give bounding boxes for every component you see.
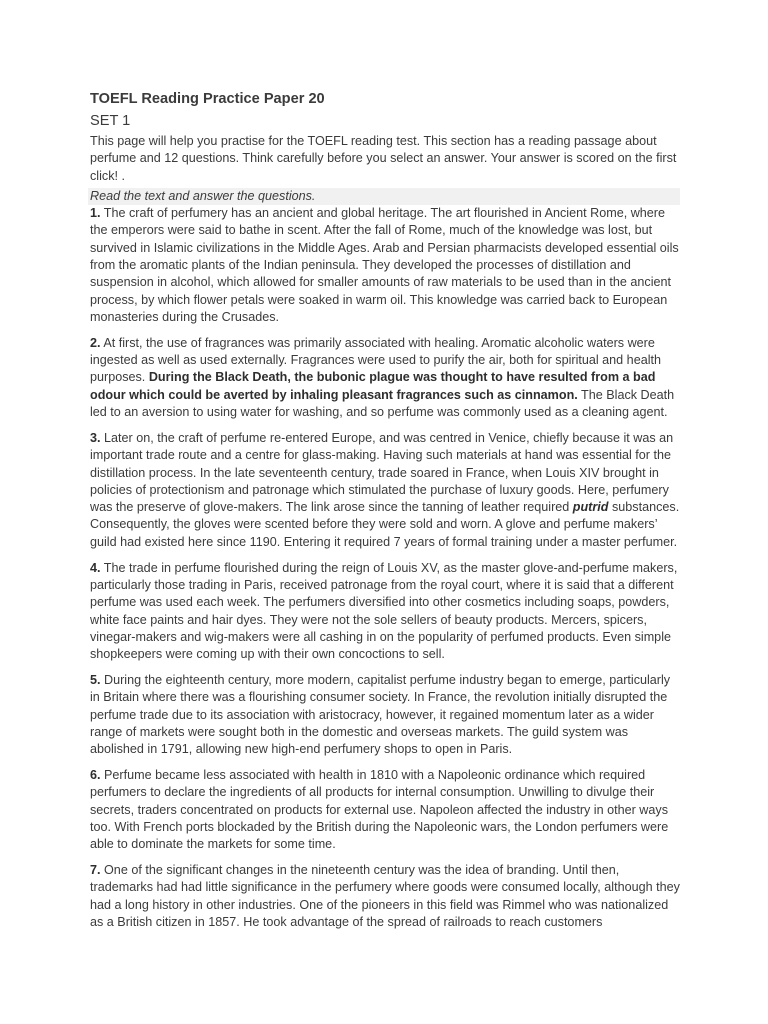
- paragraph-number: 5.: [90, 672, 101, 687]
- paragraph-2: [90, 335, 680, 421]
- paragraph-number: 1.: [90, 206, 101, 221]
- paragraph-text: The trade in perfume flourished during the reign of Louis XV, as the master glove-and-perfume makers, particularly those trading in Paris, received patronage from the royal court, where it is said that a different perfume was used each week. The perfumers diversified into other cosmetics including soaps, powders, white face paints and hair dyes. They were not the sole sellers of beauty products. Mercers, spicers, vinegar-makers and wig-makers were all cashing in on the popularity of perfumed products. Even simple shopkeepers were coming up with their own concoctions to sell.: [90, 560, 678, 662]
- paragraph-6: [90, 767, 680, 853]
- document-page: [90, 90, 680, 940]
- set-label: SET 1: [90, 113, 131, 129]
- paragraph-number: 4.: [90, 560, 101, 575]
- paragraph-text: The craft of perfumery has an ancient and global heritage. The art flourished in Ancient Rome, where the emperors were said to bathe in scent. After the fall of Rome, much of the knowledge was lost, but survived in Islamic civilizations in the Middle Ages. Arab and Persian pharmacists developed essential oils from the aromatic plants of the Indian peninsula. They developed the processes of distillation and suspension in alcohol, which allowed for smaller amounts of raw materials to be used than in the ancient process, by which flower petals were soaked in warm oil. This knowledge was carried back to European monasteries during the Crusades.: [90, 206, 679, 324]
- instructions-text: Read the text and answer the questions.: [88, 188, 680, 205]
- paragraph-number: 2.: [90, 335, 101, 350]
- paragraph-number: 6.: [90, 768, 101, 783]
- highlighted-sentence: During the Black Death, the bubonic plague was thought to have resulted from a bad odour which could be averted by inhaling pleasant fragrances such as cinnamon.: [90, 370, 656, 402]
- paragraph-7: [90, 862, 680, 931]
- highlighted-word: putrid: [572, 500, 609, 515]
- paragraph-text: Later on, the craft of perfume re-entered Europe, and was centred in Venice, chiefly because it was an important trade route and a centre for glass-making. Having such materials at hand was essential for the distillation process. In the late seventeenth century, trade soared in France, when Louis XIV brought in policies of protectionism and patronage which stimulated the purchase of luxury goods. Here, perfumery was the preserve of glove-makers. The link arose since the tanning of leather required: [90, 430, 674, 515]
- paragraph-text: Perfume became less associated with health in 1810 with a Napoleonic ordinance which required perfumers to declare the ingredients of all products for internal consumption. Unwilling to divulge their secrets, traders concentrated on products for external use. Napoleon affected the industry in other ways too. With French ports blockaded by the British during the Napoleonic wars, the London perfumers were able to dominate the markets for some time.: [90, 768, 669, 852]
- paragraph-text: substances. Consequently, the gloves were scented before they were sold and worn. A glove and perfume makers’ guild had existed here since 1190. Entering it required 7 years of formal training under a master perfumer.: [90, 500, 680, 549]
- paragraph-text: During the eighteenth century, more modern, capitalist perfume industry began to emerge, particularly in Britain where there was a flourishing consumer society. In France, the revolution initially disrupted the perfume trade due to its association with aristocracy, however, it regained momentum later as a wider range of markets were sought both in the domestic and overseas markets. The guild system was abolished in 1791, allowing new high-end perfumery shops to open in Paris.: [90, 672, 671, 757]
- paragraph-text: One of the significant changes in the nineteenth century was the idea of branding. Until then, trademarks had had little significance in the perfumery where goods were consumed locally, although they had a long history in other industries. One of the pioneers in this field was Rimmel who was nationalized as a British citizen in 1857. He took advantage of the spread of railroads to reach customers: [90, 863, 680, 930]
- paragraph-1: [90, 205, 680, 326]
- intro-text: This page will help you practise for the TOEFL reading test. This section has a reading passage about perfume and 12 questions. Think carefully before you select an answer. Your answer is scored on the first click! .: [90, 134, 677, 183]
- paragraph-3: [90, 430, 680, 551]
- paragraph-4: [90, 560, 680, 664]
- paragraph-text: At first, the use of fragrances was primarily associated with healing. Aromatic alcoholic waters were ingested as well as used externally. Fragrances were used to purify the air, both for spiritual and health purposes.: [90, 335, 661, 385]
- paragraph-text: The Black Death led to an aversion to using water for washing, and so perfume was commonly used as a cleaning agent.: [90, 387, 675, 420]
- paragraph-number: 3.: [90, 430, 101, 445]
- paragraph-5: [90, 672, 680, 758]
- paragraph-number: 7.: [90, 863, 101, 878]
- page-title: TOEFL Reading Practice Paper 20: [90, 91, 325, 107]
